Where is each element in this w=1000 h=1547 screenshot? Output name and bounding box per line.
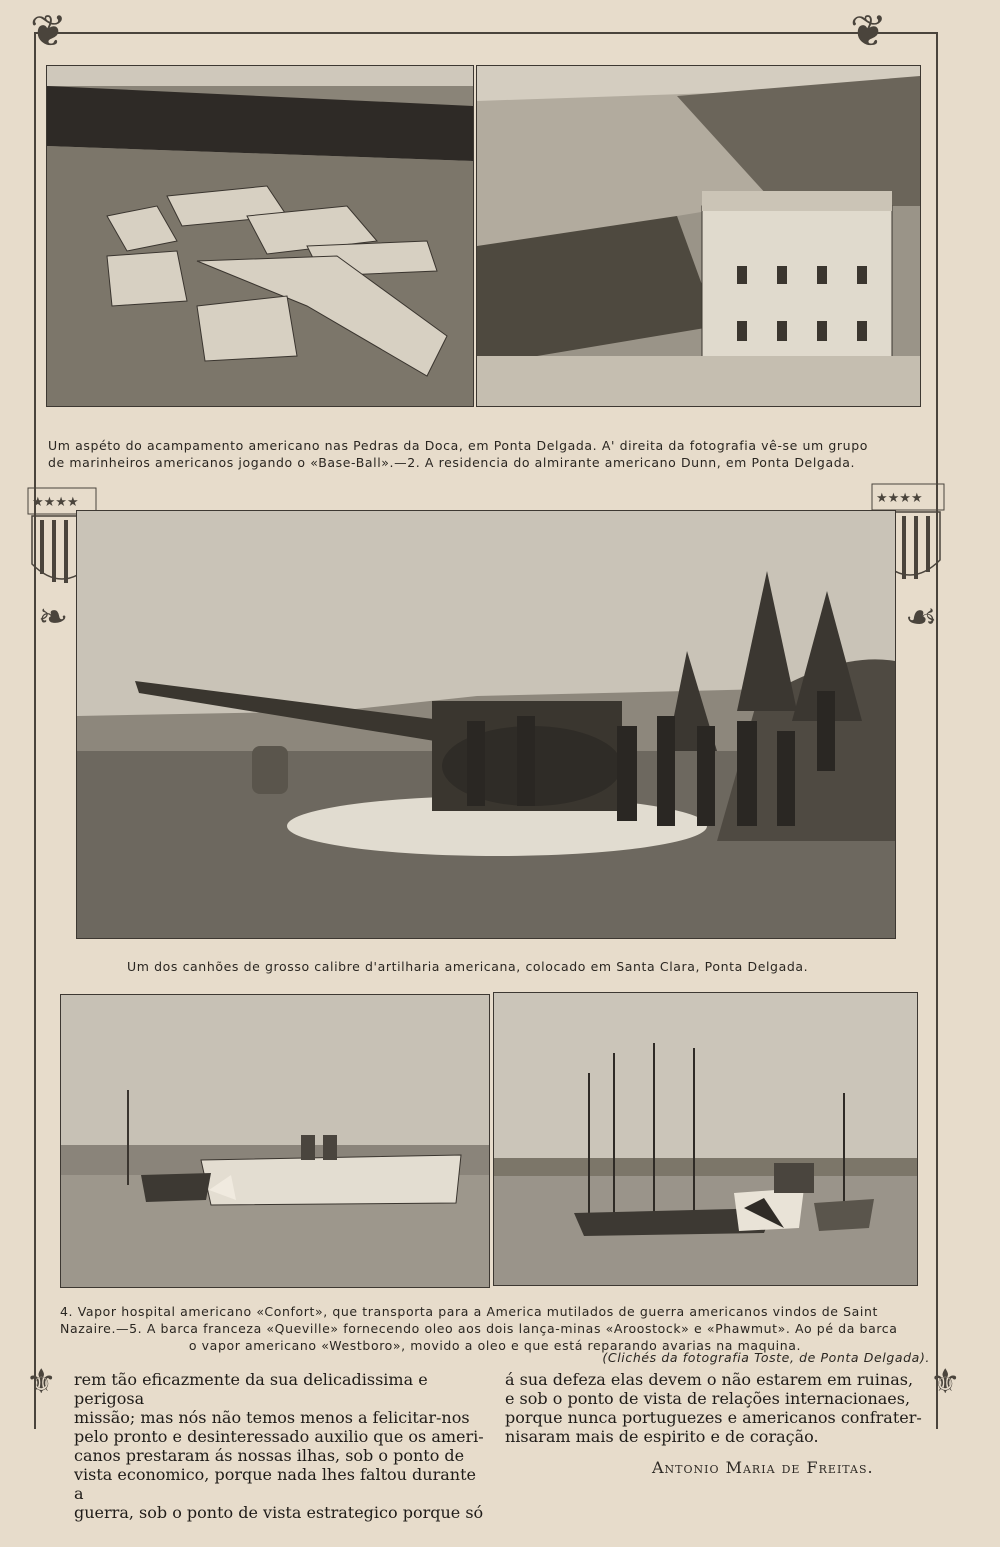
margin-ornament-right: ⚜ bbox=[930, 1362, 961, 1402]
caption-bottom-line3: o vapor americano «Westboro», movido a oleo e que está reparando avarias na maquina. bbox=[188, 1338, 802, 1353]
side-ornament-right: ☙ bbox=[905, 597, 938, 638]
photo-hospital-ship bbox=[60, 994, 490, 1288]
caption-top-line2: de marinheiros americanos jogando o «Base-Ball».—2. A residencia do almirante americano Dunn, em Ponta Delgada. bbox=[48, 455, 856, 470]
author-signature: Antonio Maria de Freitas. bbox=[652, 1458, 874, 1477]
caption-bottom-line1: 4. Vapor hospital americano «Confort», que transporta para a America mutilados de guerra americanos vindos de Saint bbox=[60, 1304, 878, 1319]
body-line: e sob o ponto de vista de relações internacionaes, bbox=[505, 1389, 911, 1408]
corner-ornament-right: ❦ bbox=[850, 6, 887, 57]
body-line: pelo pronto e desinteressado auxilio que os ameri- bbox=[74, 1427, 484, 1446]
body-line: á sua defeza elas devem o não estarem em ruinas, bbox=[505, 1370, 914, 1389]
body-column-left bbox=[74, 1370, 484, 1522]
margin-ornament-left: ⚜ bbox=[26, 1362, 57, 1402]
caption-top-line1: Um aspéto do acampamento americano nas Pedras da Doca, em Ponta Delgada. A' direita da fotografia vê-se um grupo bbox=[48, 438, 868, 453]
body-line: guerra, sob o ponto de vista estrategico porque só bbox=[74, 1503, 484, 1522]
photo-barque bbox=[493, 992, 918, 1286]
body-line: canos prestaram ás nossas ilhas, sob o ponto de bbox=[74, 1446, 465, 1465]
photo-credit: (Clichés da fotografia Toste, de Ponta Delgada). bbox=[602, 1350, 930, 1365]
svg-text:★★★★: ★★★★ bbox=[32, 495, 79, 510]
caption-middle: Um dos canhões de grosso calibre d'artilharia americana, colocado em Santa Clara, Ponta Delgada. bbox=[127, 959, 809, 974]
body-line: rem tão eficazmente da sua delicadissima e perigosa bbox=[74, 1370, 428, 1408]
photo-camp bbox=[46, 65, 474, 407]
side-ornament-left: ❧ bbox=[38, 597, 69, 638]
body-line: porque nunca portuguezes e americanos confrater- bbox=[505, 1408, 922, 1427]
body-line: missão; mas nós não temos menos a felicitar-nos bbox=[74, 1408, 470, 1427]
svg-text:★★★★: ★★★★ bbox=[876, 491, 923, 506]
body-line: nisaram mais de espirito e de coração. bbox=[505, 1427, 819, 1446]
body-column-right bbox=[505, 1370, 925, 1446]
corner-ornament-left: ❦ bbox=[30, 6, 67, 57]
body-line: vista economico, porque nada lhes faltou durante a bbox=[74, 1465, 476, 1503]
photo-cannon bbox=[76, 510, 896, 939]
photo-residence bbox=[476, 65, 921, 407]
caption-bottom-line2: Nazaire.—5. A barca franceza «Queville» fornecendo oleo aos dois lança-minas «Aroostock» e «Phawmut». Ao pé da barca bbox=[60, 1321, 898, 1336]
